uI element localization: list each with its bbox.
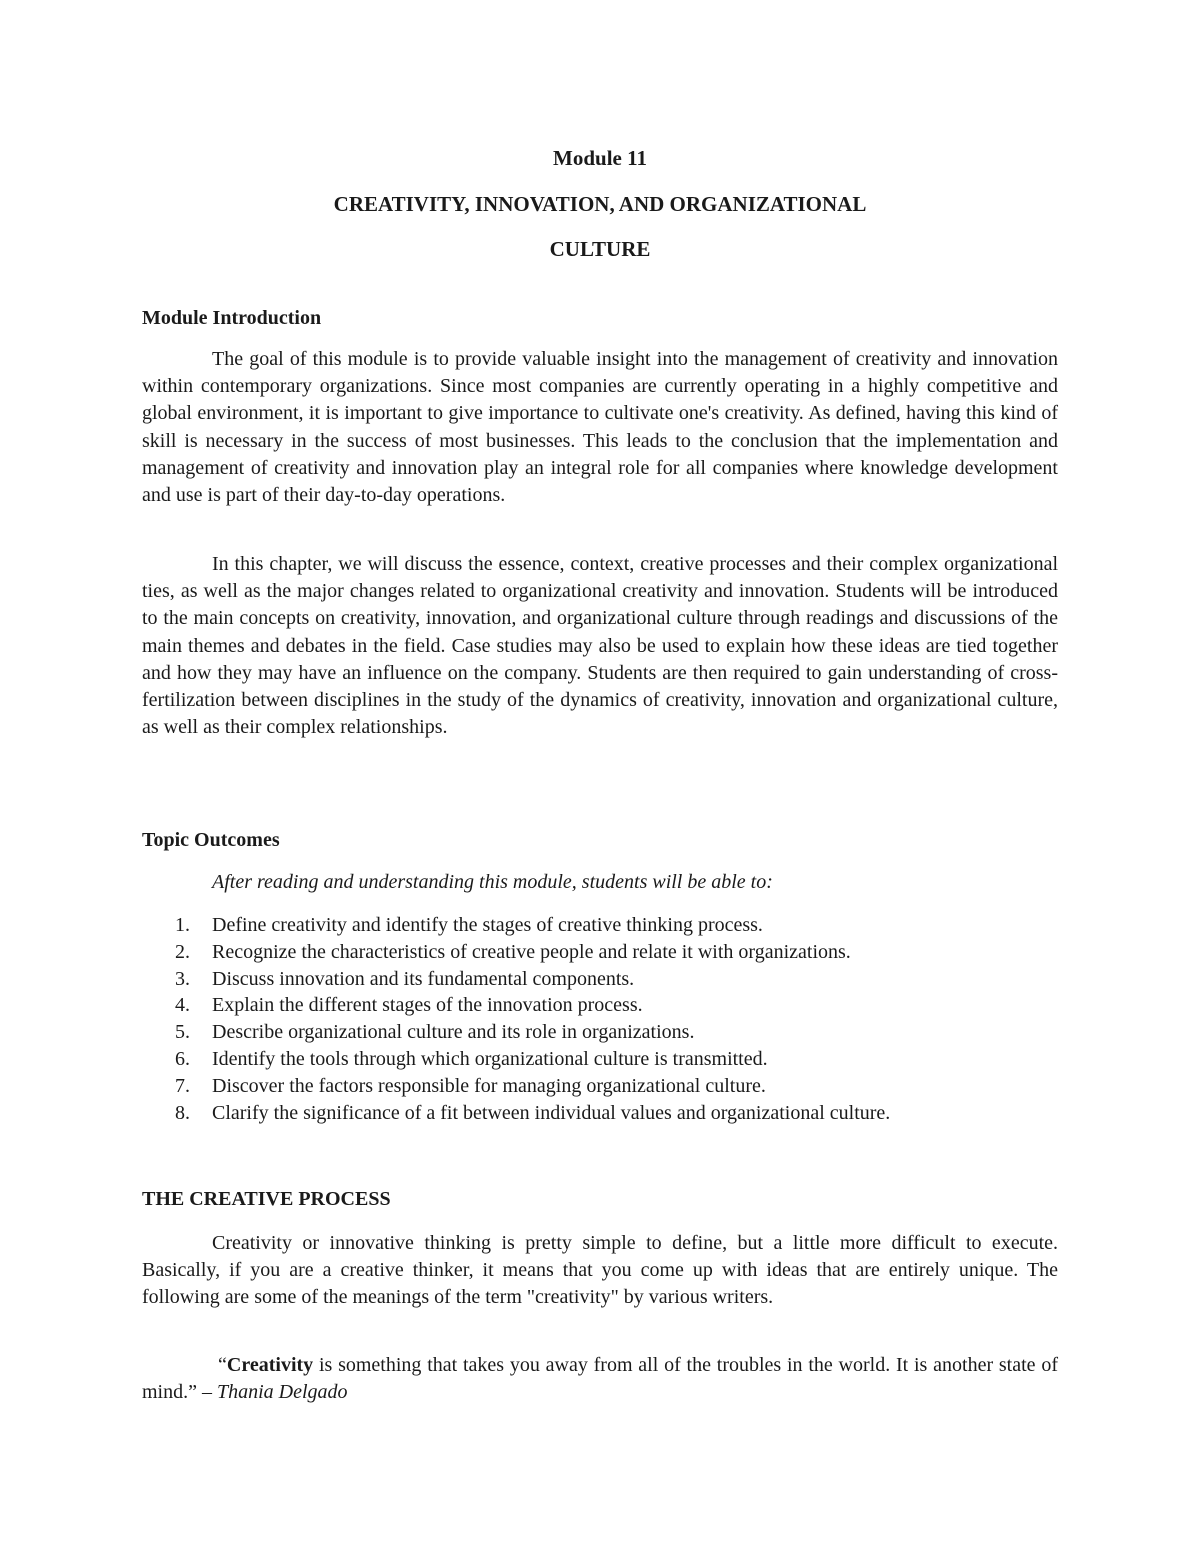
list-number: 5. <box>175 1021 190 1044</box>
list-text: Describe organizational culture and its role in organizations. <box>212 1021 695 1044</box>
module-number: Module 11 <box>553 146 647 170</box>
quote-text: is something that takes you away from all of the troubles in the world. It is another state of mind.” – <box>142 1354 1058 1404</box>
module-title-line2: CULTURE <box>549 237 651 261</box>
quote-term: Creativity <box>226 1354 314 1376</box>
intro-paragraph-2: In this chapter, we will discuss the essence, context, creative processes and their complex organizational ties, as well as the major changes related to organizational creativity and innovation. Students will be introduced to the main concepts on creativity, innovation, and organizational culture through readings and discussions of the main themes and debates in the field. Case studies may also be used to explain how these ideas are tied together and how they may have an influence on the company. Students are then required to gain understanding of cross-fertilization between disciplines in the study of the dynamics of creativity, innovation and organizational culture, as well as their complex relationships. <box>142 553 1058 739</box>
module-introduction-heading: Module Introduction <box>142 307 322 329</box>
list-item <box>142 1046 1058 1073</box>
list-item <box>142 1100 1058 1127</box>
list-text: Explain the different stages of the innovation process. <box>212 994 643 1017</box>
intro-paragraph-1: The goal of this module is to provide valuable insight into the management of creativity and innovation within contemporary organizations. Since most companies are currently operating in a highly competitive and global environment, it is important to give importance to cultivate one's creativity. As defined, having this kind of skill is necessary in the success of most businesses. This leads to the conclusion that the implementation and management of creativity and innovation play an integral role for all companies where knowledge development and use is part of their day-to-day operations. <box>142 348 1058 507</box>
list-number: 6. <box>175 1047 190 1070</box>
topic-outcomes-heading: Topic Outcomes <box>142 829 280 851</box>
list-item <box>142 939 1058 966</box>
list-item <box>142 912 1058 939</box>
list-number: 4. <box>175 994 190 1017</box>
list-item <box>142 1019 1058 1046</box>
list-text: Discuss innovation and its fundamental components. <box>212 967 635 990</box>
list-text: Clarify the significance of a fit between individual values and organizational culture. <box>212 1101 891 1124</box>
outcomes-lead-in: After reading and understanding this module, students will be able to: <box>212 871 773 893</box>
list-number: 8. <box>175 1101 190 1124</box>
quote-open-mark: “ <box>218 1354 227 1376</box>
list-number: 1. <box>175 914 190 936</box>
list-item <box>142 966 1058 993</box>
list-text: Identify the tools through which organizational culture is transmitted. <box>212 1047 768 1070</box>
outcomes-list <box>142 912 1058 1126</box>
quote-author: Thania Delgado <box>217 1381 348 1404</box>
list-text: Define creativity and identify the stages of creative thinking process. <box>212 914 763 936</box>
list-item <box>142 992 1058 1019</box>
list-number: 2. <box>175 940 190 963</box>
list-number: 3. <box>175 967 190 990</box>
creative-process-heading: THE CREATIVE PROCESS <box>142 1188 391 1210</box>
list-text: Recognize the characteristics of creative people and relate it with organizations. <box>212 940 851 963</box>
module-title-line1: CREATIVITY, INNOVATION, AND ORGANIZATIONAL <box>333 192 867 216</box>
creativity-quote <box>142 1352 1058 1406</box>
list-item <box>142 1073 1058 1100</box>
list-text: Discover the factors responsible for managing organizational culture. <box>212 1074 766 1097</box>
creative-process-paragraph: Creativity or innovative thinking is pretty simple to define, but a little more difficult to execute. Basically, if you are a creative thinker, it means that you come up with ideas that are entirely unique. The following are some of the meanings of the term "creativity" by various writers. <box>142 1232 1058 1309</box>
list-number: 7. <box>175 1074 190 1097</box>
